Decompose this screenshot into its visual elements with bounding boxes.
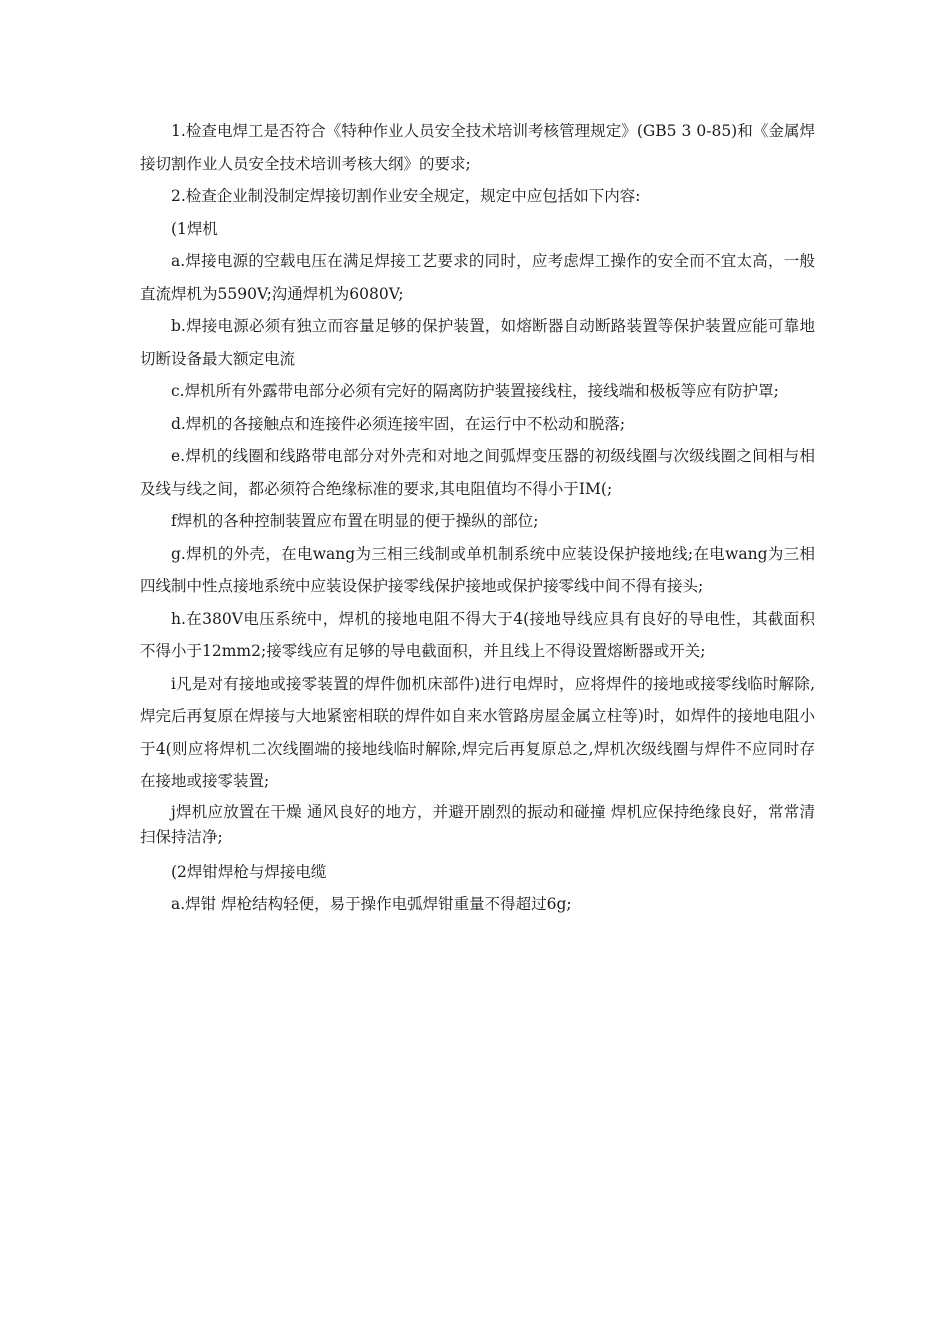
section-heading-torch: (2焊钳焊枪与焊接电缆 — [171, 862, 327, 881]
paragraph-f: f焊机的各种控制装置应布置在明显的便于操纵的部位; — [171, 512, 539, 530]
paragraph-d: d.焊机的各接触点和连接件必须连接牢固，在运行中不松动和脱落; — [171, 414, 626, 433]
paragraph-e: e.焊机的线圈和线路带电部分对外壳和对地之间弧焊变压器的初级线圈与次级线圈之间相与相及线与线之间，都必须符合绝缘标准的要求,其电阻值均不得小于IM(; — [140, 447, 815, 498]
paragraph-c: c.焊机所有外露带电部分必须有完好的隔离防护装置接线柱，接线端和极板等应有防护罩; — [171, 382, 779, 400]
paragraph-i: i凡是对有接地或接零装置的焊件伽机床部件)进行电焊时，应将焊件的接地或接零线临时解除,焊完后再复原在焊接与大地紧密相联的焊件如自来水管路房屋金属立柱等)时，如焊件的接地电阻小于4(则应将焊机二次线圈端的接地线临时解除,焊完后再复原总之,焊机次级线圈与焊件不应同时存在接地或接零装置; — [140, 674, 815, 790]
paragraph-j: j焊机应放置在干燥 通风良好的地方，并避开剧烈的振动和碰撞 焊机应保持绝缘良好，常常清扫保持洁净; — [140, 802, 815, 846]
document-page — [140, 115, 815, 921]
paragraph-h: h.在380V电压系统中，焊机的接地电阻不得大于4(接地导线应具有良好的导电性，其截面积不得小于12mm2;接零线应有足够的导电截面积，并且线上不得设置熔断器或开关; — [140, 609, 815, 660]
paragraph-torch-a: a.焊钳 焊枪结构轻便，易于操作电弧焊钳重量不得超过6g; — [171, 895, 572, 913]
paragraph-2: 2.检查企业制没制定焊接切割作业安全规定，规定中应包括如下内容: — [171, 187, 641, 205]
paragraph-a: a.焊接电源的空载电压在满足焊接工艺要求的同时，应考虑焊工操作的安全而不宜太高，一般直流焊机为5590V;沟通焊机为6080V; — [140, 252, 815, 303]
section-heading-welder: (1焊机 — [171, 219, 218, 238]
paragraph-b: b.焊接电源必须有独立而容量足够的保护装置，如熔断器自动断路装置等保护装置应能可靠地切断设备最大额定电流 — [140, 317, 815, 368]
paragraph-g: g.焊机的外壳，在电wang为三相三线制或单机制系统中应装设保护接地线;在电wang为三相四线制中性点接地系统中应装设保护接零线保护接地或保护接零线中间不得有接头; — [140, 544, 815, 595]
paragraph-1: 1.检查电焊工是否符合《特种作业人员安全技术培训考核管理规定》(GB5 3 0-85)和《金属焊接切割作业人员安全技术培训考核大纲》的要求; — [140, 122, 815, 173]
